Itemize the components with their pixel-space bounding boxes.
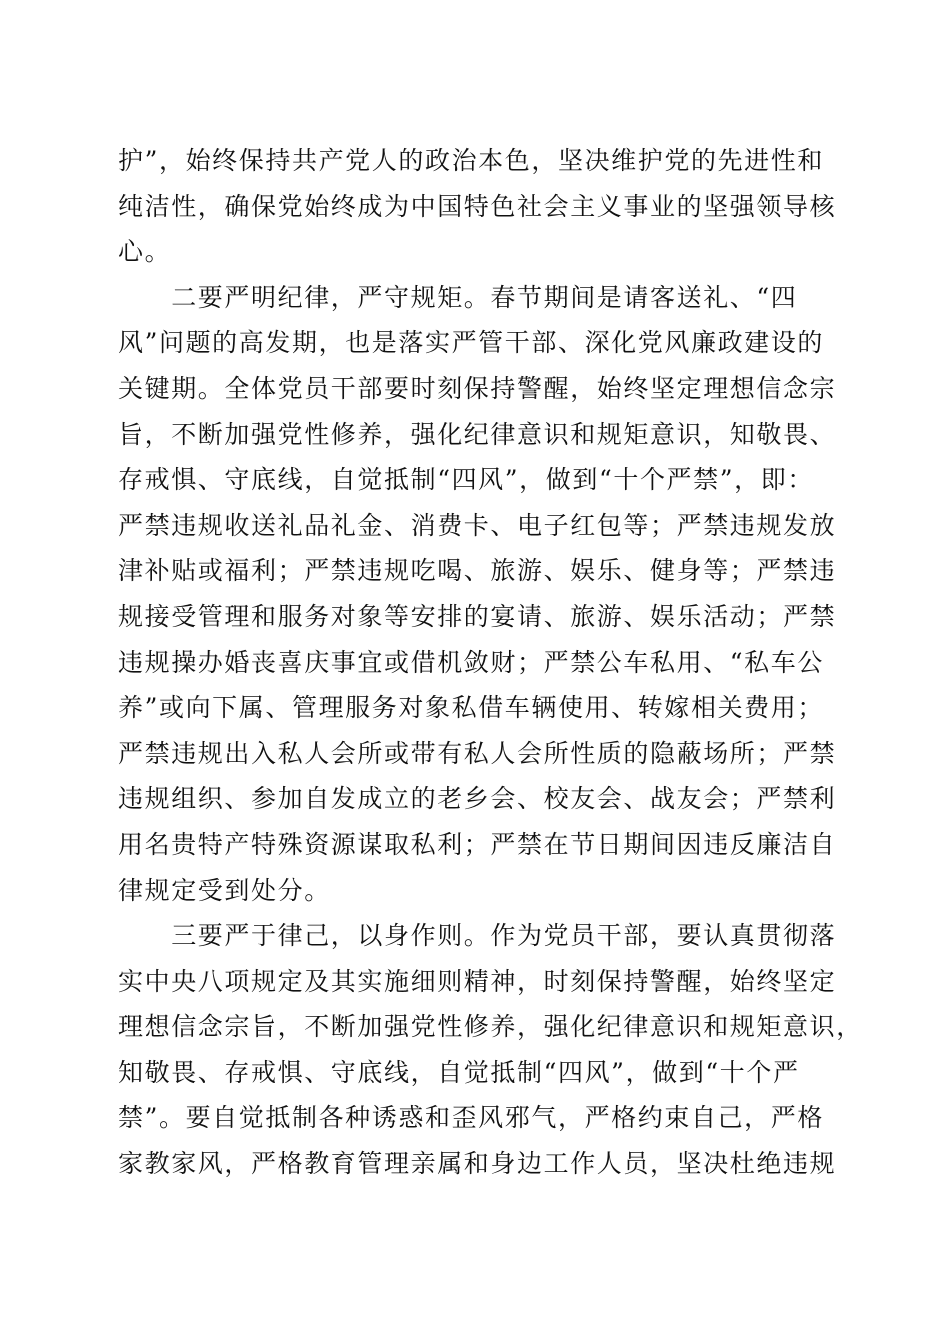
text-line: 违规操办婚丧喜庆事宜或借机敛财；严禁公车私用、“私车公 [118,647,824,677]
text-line: 严禁违规出入私人会所或带有私人会所性质的隐蔽场所；严禁 [118,738,837,768]
text-line: 实中央八项规定及其实施细则精神，时刻保持警醒，始终坚定 [118,966,837,996]
text-line: 关键期。全体党员干部要时刻保持警醒，始终坚定理想信念宗 [118,373,837,403]
text-line: 风”问题的高发期，也是落实严管干部、深化党风廉政建设的 [118,328,824,358]
text-line: 心。 [118,237,172,267]
text-line: 护”，始终保持共产党人的政治本色，坚决维护党的先进性和 [118,146,824,175]
body-text [118,138,863,1187]
text-line: 旨，不断加强党性修养，强化纪律意识和规矩意识，知敬畏、 [118,419,837,449]
text-line: 纯洁性，确保党始终成为中国特色社会主义事业的坚强领导核 [118,191,837,221]
text-line: 理想信念宗旨，不断加强党性修养，强化纪律意识和规矩意识， [118,1012,863,1042]
text-line: 三要严于律己，以身作则。作为党员干部，要认真贯彻落 [118,921,837,951]
text-line: 违规组织、参加自发成立的老乡会、校友会、战友会；严禁利 [118,784,837,814]
text-line: 律规定受到处分。 [118,875,331,905]
text-line: 二要严明纪律，严守规矩。春节期间是请客送礼、“四 [118,282,798,312]
text-line: 禁”。要自觉抵制各种诱惑和歪风邪气，严格约束自己，严格 [118,1103,824,1133]
text-line: 严禁违规收送礼品礼金、消费卡、电子红包等；严禁违规发放 [118,510,837,540]
text-line: 知敬畏、存戒惧、守底线，自觉抵制“四风”，做到“十个严 [118,1057,800,1087]
text-line: 规接受管理和服务对象等安排的宴请、旅游、娱乐活动；严禁 [118,601,837,631]
text-line: 家教家风，严格教育管理亲属和身边工作人员，坚决杜绝违规 [118,1149,837,1179]
text-line: 用名贵特产特殊资源谋取私利；严禁在节日期间因违反廉洁自 [118,829,837,859]
text-line: 养”或向下属、管理服务对象私借车辆使用、转嫁相关费用； [118,693,824,723]
text-line: 存戒惧、守底线，自觉抵制“四风”，做到“十个严禁”，即： [118,465,814,495]
text-line: 津补贴或福利；严禁违规吃喝、旅游、娱乐、健身等；严禁违 [118,556,837,586]
